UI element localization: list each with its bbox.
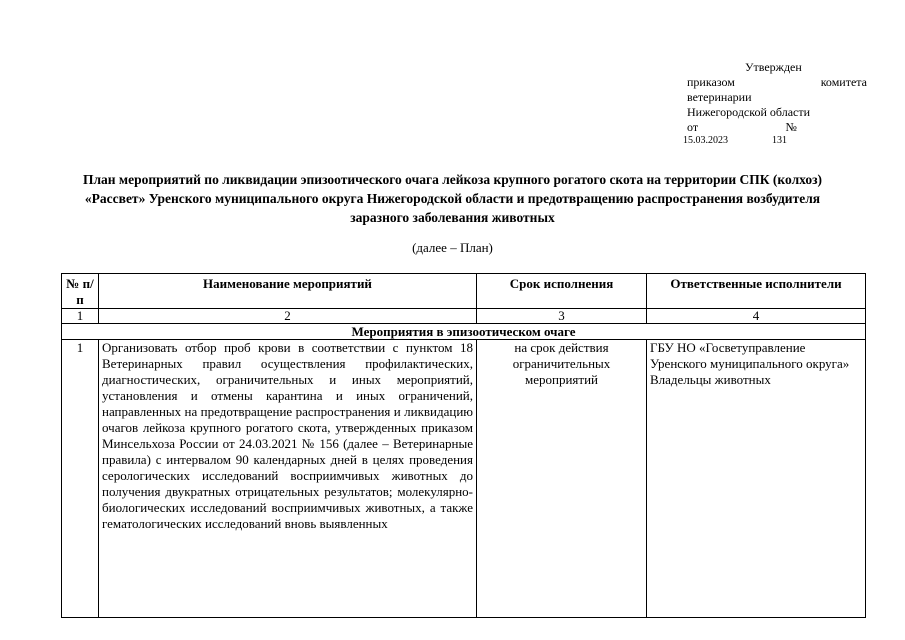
table-header-row	[62, 274, 866, 309]
approval-from-word: от	[687, 120, 699, 134]
column-number-2: 2	[99, 309, 477, 324]
approval-date-number	[683, 135, 867, 146]
row-activity: Организовать отбор проб крови в соответствии с пунктом 18 Ветеринарных правил осуществления профилактических, диагностических, ограничительных и иных мероприятий, установления и отмены карантина и иных ограничений, направленных на предотвращение распространения и ликвидацию очагов лейкоза крупного рогатого скота, утвержденных приказом Минсельхоза России от 24.03.2021 № 156 (далее – Ветеринарные правила) с интервалом 90 календарных дней в целях проведения серологических исследований восприимчивых животных до получения двукратных отрицательных результатов; молекулярно-биологических исследований восприимчивых животных, а также гематологических исследований вновь выявленных	[99, 340, 477, 618]
column-number-row	[62, 309, 866, 324]
column-number-1: 1	[62, 309, 99, 324]
approval-date: 15.03.2023	[683, 135, 728, 146]
header-number: № п/п	[62, 274, 99, 309]
column-number-3: 3	[477, 309, 647, 324]
row-term: на срок действия ограничительных мероприятий	[477, 340, 647, 618]
section-row	[62, 324, 866, 340]
approval-line-3: ветеринарии	[687, 90, 752, 104]
approval-block	[683, 60, 867, 146]
approval-number: 131	[772, 135, 787, 146]
approval-line-2	[687, 75, 867, 90]
header-activity: Наименование мероприятий	[99, 274, 477, 309]
row-number: 1	[62, 340, 99, 618]
approval-line-5	[687, 120, 797, 135]
approval-order-word: приказом	[687, 75, 735, 89]
header-responsible: Ответственные исполнители	[647, 274, 866, 309]
table-row	[62, 340, 866, 618]
plan-table	[61, 273, 866, 618]
document-title: План мероприятий по ликвидации эпизоотического очага лейкоза крупного рогатого скота на территории СПК (колхоз) «Рассвет» Уренского муниципального округа Нижегородской области и предотвращению распространения возбудителя заразного заболевания животных	[82, 172, 823, 225]
approval-number-sign: №	[785, 120, 797, 134]
section-heading: Мероприятия в эпизоотическом очаге	[62, 324, 866, 340]
approval-committee-word: комитета	[820, 75, 867, 89]
header-term: Срок исполнения	[477, 274, 647, 309]
approval-line-4: Нижегородской области	[687, 105, 811, 119]
column-number-4: 4	[647, 309, 866, 324]
responsible-1: ГБУ НО «Госветуправление Уренского муниципального округа»	[650, 340, 850, 371]
approval-line-1: Утвержден	[745, 60, 802, 74]
document-subtitle: (далее – План)	[412, 240, 493, 255]
responsible-2: Владельцы животных	[650, 372, 771, 387]
row-responsible	[647, 340, 866, 618]
